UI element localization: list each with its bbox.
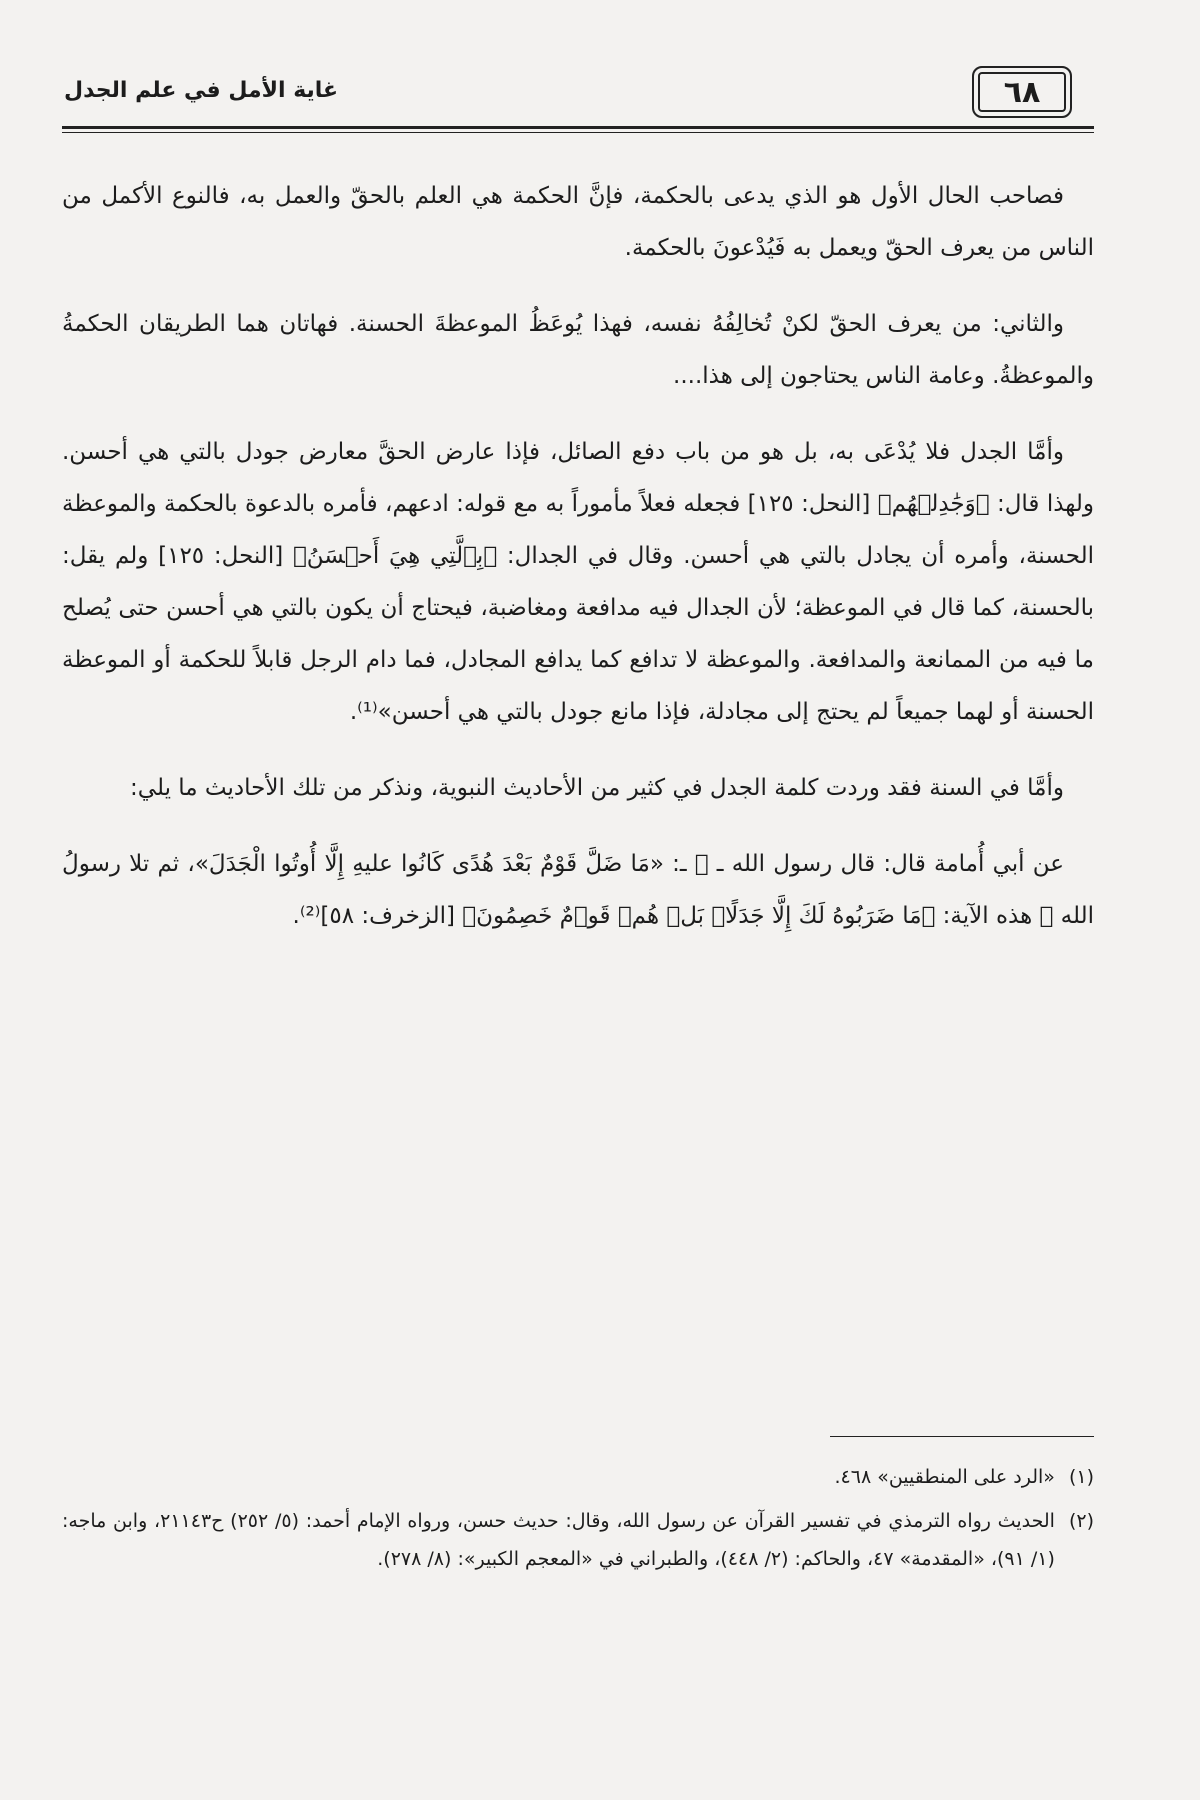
- page-number: ٦٨: [972, 66, 1072, 118]
- main-text: [62, 170, 1094, 966]
- page-header: [62, 62, 1094, 122]
- footnote-text: الحديث رواه الترمذي في تفسير القرآن عن رسول الله، وقال: حديث حسن، ورواه الإمام أحمد: (٥/ ٢٥٢) ح٢١١٤٣، وابن ماجه: (١/ ٩١)، «المقدمة» ٤٧، والحاكم: (٢/ ٤٤٨)، والطبراني في «المعجم الكبير»: (٨/ ٢٧٨).: [62, 1510, 1055, 1570]
- footnote-number: (١): [1068, 1466, 1094, 1488]
- footnote-number: (٢): [1068, 1510, 1094, 1532]
- header-rule-thin: [62, 132, 1094, 133]
- paragraph: فصاحب الحال الأول هو الذي يدعى بالحكمة، فإنَّ الحكمة هي العلم بالحقّ والعمل به، فالنوع الأكمل من الناس من يعرف الحقّ ويعمل به فَيُدْعونَ بالحكمة.: [62, 183, 1094, 261]
- header-rule: [62, 126, 1094, 129]
- footnote-text: «الرد على المنطقيين» ٤٦٨.: [834, 1466, 1055, 1488]
- paragraph: وأمَّا الجدل فلا يُدْعَى به، بل هو من باب دفع الصائل، فإذا عارض الحقَّ معارض جودل بالتي هي أحسن. ولهذا قال: ﴿وَجَٰدِلۡهُم﴾ [النحل: ١٢٥] فجعله فعلاً مأموراً به مع قوله: ادعهم، فأمره بالدعوة بالحكمة والموعظة الحسنة، وأمره أن يجادل بالتي هي أحسن. وقال في الجدال: ﴿بِٱلَّتِي هِيَ أَحۡسَنُ﴾ [النحل: ١٢٥] ولم يقل: بالحسنة، كما قال في الموعظة؛ لأن الجدال فيه مدافعة ومغاضبة، فيحتاج أن يكون بالتي هي أحسن حتى يُصلح ما فيه من الممانعة والمدافعة. والموعظة لا تدافع كما يدافع المجادل، فما دام الرجل قابلاً للحكمة أو الموعظة الحسنة أو لهما جميعاً لم يحتج إلى مجادلة، فإذا مانع جودل بالتي هي أحسن»⁽¹⁾.: [62, 439, 1094, 725]
- footnote: [62, 1502, 1094, 1578]
- footnote-separator: [830, 1436, 1094, 1437]
- book-title: غاية الأمل في علم الجدل: [64, 78, 339, 103]
- paragraph: وأمَّا في السنة فقد وردت كلمة الجدل في كثير من الأحاديث النبوية، ونذكر من تلك الأحاديث ما يلي:: [130, 775, 1064, 801]
- paragraph: والثاني: من يعرف الحقّ لكنْ تُخالِفُهُ نفسه، فهذا يُوعَظُ الموعظةَ الحسنة. فهاتان هما الطريقان الحكمةُ والموعظةُ. وعامة الناس يحتاجون إلى هذا....: [62, 311, 1094, 389]
- footnotes: [62, 1458, 1094, 1584]
- footnote: [62, 1458, 1094, 1496]
- paragraph: عن أبي أُمامة قال: قال رسول الله ـ ﷺ ـ: «مَا ضَلَّ قَوْمٌ بَعْدَ هُدًى كَانُوا عليهِ إِلَّا أُوتُوا الْجَدَلَ»، ثم تلا رسولُ الله ﷺ هذه الآية: ﴿مَا ضَرَبُوهُ لَكَ إِلَّا جَدَلًاۢ بَلۡ هُمۡ قَوۡمٌ خَصِمُونَ﴾ [الزخرف: ٥٨]⁽²⁾.: [62, 851, 1094, 929]
